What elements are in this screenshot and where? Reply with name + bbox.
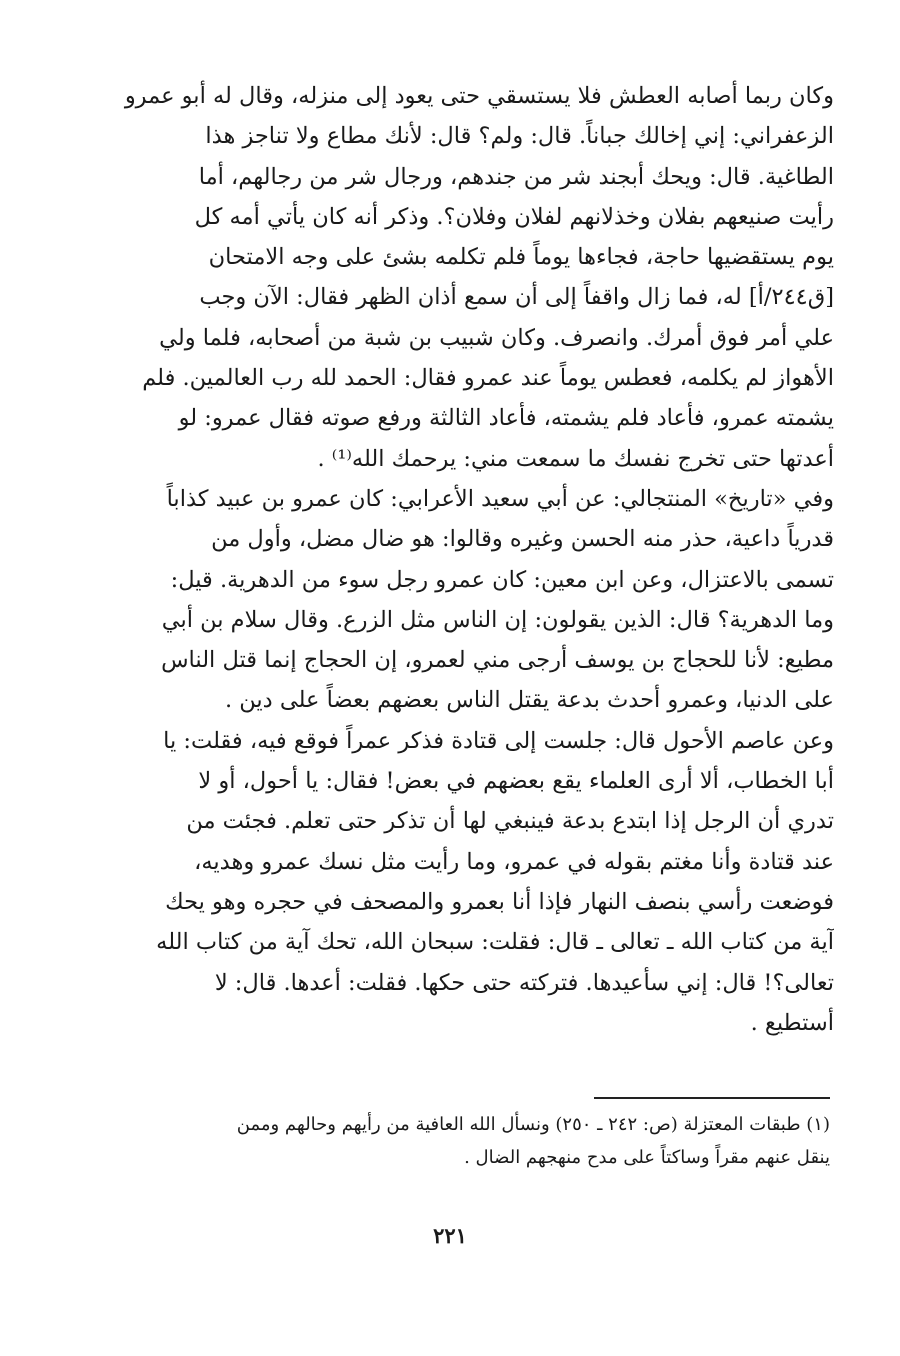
- footnote-divider: [594, 1097, 830, 1099]
- text-line: تدري أن الرجل إذا ابتدع بدعة فينبغي لها أن تذكر حتى تعلم. فجئت من: [186, 808, 834, 835]
- text-line: علي أمر فوق أمرك. وانصرف. وكان شبيب بن شبة من أصحابه، فلما ولي: [159, 324, 834, 351]
- text-line: قدرياً داعية، حذر منه الحسن وغيره وقالوا: هو ضال مضل، وأول من: [211, 526, 834, 553]
- text-line: [ق٢٤٤/أ] له، فما زال واقفاً إلى أن سمع أذان الظهر فقال: الآن وجب: [199, 284, 834, 311]
- text-line: آية من كتاب الله ـ تعالى ـ قال: فقلت: سبحان الله، تحك آية من كتاب الله: [156, 929, 834, 956]
- text-line: وعن عاصم الأحول قال: جلست إلى قتادة فذكر عمراً فوقع فيه، فقلت: يا: [163, 727, 834, 754]
- text-line: أعدتها حتى تخرج نفسك ما سمعت مني: يرحمك الله⁽¹⁾ .: [317, 445, 834, 472]
- text-line: وفي «تاريخ» المنتجالي: عن أبي سعيد الأعرابي: كان عمرو بن عبيد كذاباً: [166, 485, 834, 512]
- text-line: مطيع: لأنا للحجاج بن يوسف أرجى مني لعمرو، إن الحجاج إنما قتل الناس: [161, 647, 834, 674]
- text-line: تعالى؟! قال: إني سأعيدها. فتركته حتى حكها. فقلت: أعدها. قال: لا: [214, 969, 834, 996]
- text-line: يشمته عمرو، فأعاد فلم يشمته، فأعاد الثالثة ورفع صوته فقال عمرو: لو: [178, 405, 834, 432]
- text-line: أبا الخطاب، ألا أرى العلماء يقع بعضهم في بعض! فقال: يا أحول، أو لا: [198, 768, 834, 795]
- text-line: يوم يستقضيها حاجة، فجاءها يوماً فلم تكلمه بشئ على وجه الامتحان: [208, 244, 834, 271]
- text-line: وما الدهرية؟ قال: الذين يقولون: إن الناس مثل الزرع. وقال سلام بن أبي: [161, 606, 834, 633]
- text-line: تسمى بالاعتزال، وعن ابن معين: كان عمرو رجل سوء من الدهرية. قيل:: [170, 566, 834, 593]
- main-text: [108, 76, 834, 1043]
- text-line: أستطيع .: [750, 1009, 834, 1036]
- text-line: الزعفراني: إني إخالك جباناً. قال: ولم؟ قال: لأنك مطاع ولا تناجز هذا: [205, 123, 834, 150]
- text-line: فوضعت رأسي بنصف النهار فإذا أنا بعمرو والمصحف في حجره وهو يحك: [165, 888, 834, 915]
- footnote-line: ينقل عنهم مقراً وساكتاً على مدح منهجهم الضال .: [464, 1147, 830, 1168]
- page-number: ٢٢١: [433, 1223, 467, 1248]
- text-line: الأهواز لم يكلمه، فعطس يوماً عند عمرو فقال: الحمد لله رب العالمين. فلم: [142, 365, 834, 392]
- text-line: عند قتادة وأنا مغتم بقوله في عمرو، وما رأيت مثل نسك عمرو وهديه،: [194, 848, 834, 875]
- footnote-line: (١) طبقات المعتزلة (ص: ٢٤٢ ـ ٢٥٠) ونسأل الله العافية من رأيهم وحالهم وممن: [236, 1114, 830, 1135]
- text-line: الطاغية. قال: ويحك أبجند شر من جندهم، ورجال شر من رجالهم، أما: [198, 163, 834, 190]
- text-line: رأيت صنيعهم بفلان وخذلانهم لفلان وفلان؟. وذكر أنه كان يأتي أمه كل: [194, 203, 834, 230]
- text-line: على الدنيا، وعمرو أحدث بدعة يقتل الناس بعضهم بعضاً على دين .: [224, 687, 834, 714]
- footnote: [118, 1108, 830, 1174]
- text-line: وكان ربما أصابه العطش فلا يستسقي حتى يعود إلى منزله، وقال له أبو عمرو: [124, 83, 834, 109]
